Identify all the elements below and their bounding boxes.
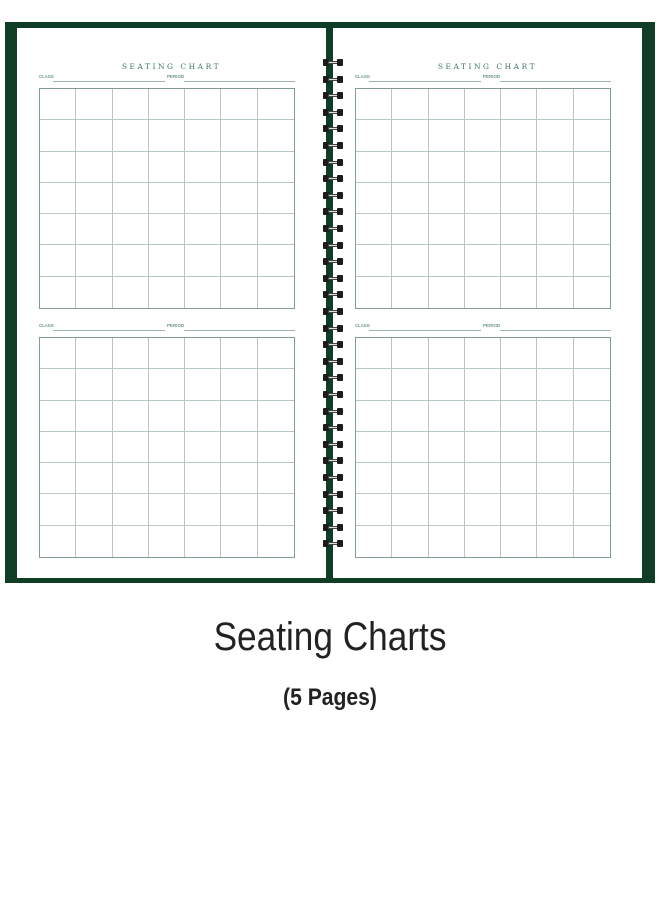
seat-cell: [501, 245, 537, 276]
seat-cell: [40, 432, 76, 463]
seat-cell: [76, 338, 112, 369]
period-label: PERIOD: [167, 323, 185, 328]
seat-cell: [149, 152, 185, 183]
seat-cell: [537, 432, 573, 463]
seat-cell: [356, 432, 392, 463]
seat-cell: [501, 277, 537, 308]
seat-cell: [185, 432, 221, 463]
seat-cell: [465, 245, 501, 276]
seat-cell: [113, 120, 149, 151]
seat-cell: [574, 401, 610, 432]
period-label: PERIOD: [483, 323, 501, 328]
seat-cell: [185, 526, 221, 557]
seat-cell: [113, 183, 149, 214]
seat-cell: [501, 89, 537, 120]
seat-cell: [574, 245, 610, 276]
seat-cell: [537, 338, 573, 369]
seat-cell: [537, 214, 573, 245]
seat-cell: [465, 120, 501, 151]
class-field: [53, 81, 165, 82]
seat-cell: [258, 183, 294, 214]
seat-cell: [40, 338, 76, 369]
seat-cell: [465, 432, 501, 463]
spiral-ring: [323, 291, 343, 298]
class-field: [369, 81, 481, 82]
seat-cell: [149, 214, 185, 245]
seat-cell: [40, 183, 76, 214]
seat-cell: [392, 245, 428, 276]
seat-cell: [429, 401, 465, 432]
seat-cell: [392, 432, 428, 463]
seat-cell: [501, 152, 537, 183]
seat-cell: [392, 338, 428, 369]
seat-cell: [537, 120, 573, 151]
seat-cell: [356, 183, 392, 214]
seat-cell: [574, 526, 610, 557]
seating-grid: [355, 88, 611, 309]
seat-cell: [429, 214, 465, 245]
seat-cell: [40, 526, 76, 557]
seat-cell: [185, 369, 221, 400]
seat-cell: [113, 245, 149, 276]
period-label: PERIOD: [167, 74, 185, 79]
seat-cell: [221, 152, 257, 183]
seat-cell: [76, 401, 112, 432]
seat-cell: [356, 338, 392, 369]
right-page: [333, 28, 642, 578]
seat-cell: [392, 183, 428, 214]
seat-cell: [429, 277, 465, 308]
seat-cell: [113, 526, 149, 557]
class-label: CLASS: [355, 74, 370, 79]
seat-cell: [40, 152, 76, 183]
seat-cell: [76, 463, 112, 494]
seat-cell: [221, 432, 257, 463]
seat-cell: [149, 120, 185, 151]
seat-cell: [149, 463, 185, 494]
seat-cell: [465, 526, 501, 557]
seat-cell: [258, 89, 294, 120]
seat-cell: [537, 89, 573, 120]
notebook-cover: [5, 22, 655, 583]
class-period-line: [355, 323, 611, 331]
seat-cell: [113, 277, 149, 308]
spiral-ring: [323, 92, 343, 99]
seat-cell: [185, 89, 221, 120]
spiral-ring: [323, 358, 343, 365]
seat-cell: [429, 183, 465, 214]
seat-cell: [501, 494, 537, 525]
seat-cell: [76, 120, 112, 151]
seat-cell: [76, 245, 112, 276]
seat-cell: [40, 369, 76, 400]
seat-cell: [356, 401, 392, 432]
seat-cell: [76, 183, 112, 214]
spiral-ring: [323, 142, 343, 149]
seat-cell: [258, 120, 294, 151]
spiral-ring: [323, 325, 343, 332]
seat-cell: [113, 432, 149, 463]
seat-cell: [185, 245, 221, 276]
seat-cell: [429, 89, 465, 120]
seat-cell: [258, 401, 294, 432]
spiral-ring: [323, 59, 343, 66]
spiral-ring: [323, 275, 343, 282]
seat-cell: [465, 89, 501, 120]
spiral-ring: [323, 457, 343, 464]
spiral-ring: [323, 391, 343, 398]
seat-cell: [356, 214, 392, 245]
seat-cell: [574, 494, 610, 525]
seat-cell: [465, 152, 501, 183]
seat-cell: [465, 214, 501, 245]
seat-cell: [501, 214, 537, 245]
seat-cell: [574, 432, 610, 463]
seat-cell: [356, 277, 392, 308]
seat-cell: [258, 245, 294, 276]
seat-cell: [574, 152, 610, 183]
seat-cell: [429, 338, 465, 369]
seat-cell: [76, 89, 112, 120]
seat-cell: [258, 494, 294, 525]
seat-cell: [501, 183, 537, 214]
page-title: SEATING CHART: [121, 62, 222, 71]
seat-cell: [465, 369, 501, 400]
seat-cell: [537, 183, 573, 214]
seat-cell: [221, 89, 257, 120]
spiral-ring: [323, 125, 343, 132]
seat-cell: [185, 183, 221, 214]
period-field: [500, 330, 611, 331]
seat-cell: [185, 494, 221, 525]
seating-grid: [355, 337, 611, 558]
seat-cell: [113, 89, 149, 120]
seat-cell: [392, 152, 428, 183]
seat-cell: [185, 214, 221, 245]
seat-cell: [221, 120, 257, 151]
seat-cell: [574, 120, 610, 151]
seat-cell: [113, 214, 149, 245]
seat-cell: [501, 432, 537, 463]
seat-cell: [258, 338, 294, 369]
seat-cell: [149, 89, 185, 120]
class-period-line: [39, 74, 295, 82]
seat-cell: [258, 526, 294, 557]
seat-cell: [537, 245, 573, 276]
seat-cell: [501, 120, 537, 151]
seat-cell: [221, 494, 257, 525]
seat-cell: [221, 245, 257, 276]
seat-cell: [40, 277, 76, 308]
seat-cell: [429, 432, 465, 463]
seat-cell: [221, 338, 257, 369]
seat-cell: [113, 401, 149, 432]
seat-cell: [258, 369, 294, 400]
class-label: CLASS: [355, 323, 370, 328]
seat-cell: [537, 526, 573, 557]
class-label: CLASS: [39, 323, 54, 328]
seat-cell: [149, 277, 185, 308]
seating-grid: [39, 337, 295, 558]
seat-cell: [221, 183, 257, 214]
seat-cell: [537, 152, 573, 183]
seat-cell: [76, 494, 112, 525]
seat-cell: [356, 89, 392, 120]
caption-title: Seating Charts: [213, 615, 447, 659]
seat-cell: [392, 369, 428, 400]
seat-cell: [258, 463, 294, 494]
seat-cell: [40, 401, 76, 432]
seat-cell: [40, 120, 76, 151]
seat-cell: [185, 401, 221, 432]
seat-cell: [392, 89, 428, 120]
left-page: [17, 28, 326, 578]
seat-cell: [258, 152, 294, 183]
class-label: CLASS: [39, 74, 54, 79]
seat-cell: [185, 120, 221, 151]
spiral-ring: [323, 159, 343, 166]
seat-cell: [258, 432, 294, 463]
seat-cell: [574, 463, 610, 494]
seat-cell: [185, 338, 221, 369]
seat-cell: [574, 214, 610, 245]
spiral-ring: [323, 408, 343, 415]
seat-cell: [221, 463, 257, 494]
spiral-ring: [323, 308, 343, 315]
seat-cell: [465, 277, 501, 308]
seat-cell: [537, 369, 573, 400]
seat-cell: [185, 152, 221, 183]
seat-cell: [185, 463, 221, 494]
seat-cell: [221, 277, 257, 308]
seat-cell: [574, 183, 610, 214]
seat-cell: [392, 120, 428, 151]
period-label: PERIOD: [483, 74, 501, 79]
seat-cell: [465, 494, 501, 525]
seat-cell: [76, 526, 112, 557]
seat-cell: [356, 369, 392, 400]
seat-cell: [392, 214, 428, 245]
seat-cell: [185, 277, 221, 308]
seat-cell: [392, 463, 428, 494]
seat-cell: [429, 369, 465, 400]
seat-cell: [429, 526, 465, 557]
period-field: [500, 81, 611, 82]
spiral-ring: [323, 208, 343, 215]
seat-cell: [221, 369, 257, 400]
seat-cell: [221, 214, 257, 245]
seat-cell: [40, 463, 76, 494]
seat-cell: [392, 526, 428, 557]
spiral-ring: [323, 175, 343, 182]
seat-cell: [429, 152, 465, 183]
seat-cell: [258, 277, 294, 308]
spiral-ring: [323, 76, 343, 83]
seat-cell: [149, 183, 185, 214]
seat-cell: [113, 494, 149, 525]
spiral-ring: [323, 341, 343, 348]
class-field: [369, 330, 481, 331]
seat-cell: [113, 338, 149, 369]
seat-cell: [76, 214, 112, 245]
seat-cell: [429, 245, 465, 276]
seat-cell: [465, 401, 501, 432]
seat-cell: [356, 152, 392, 183]
period-field: [184, 81, 295, 82]
seat-cell: [356, 526, 392, 557]
spiral-ring: [323, 374, 343, 381]
spiral-ring: [323, 540, 343, 547]
seat-cell: [537, 463, 573, 494]
seat-cell: [392, 401, 428, 432]
spiral-ring: [323, 225, 343, 232]
seat-cell: [221, 401, 257, 432]
spiral-ring: [323, 192, 343, 199]
spiral-ring: [323, 109, 343, 116]
seat-cell: [574, 338, 610, 369]
seat-cell: [76, 277, 112, 308]
seat-cell: [501, 463, 537, 494]
seat-cell: [149, 338, 185, 369]
page-title: SEATING CHART: [437, 62, 538, 71]
seat-cell: [149, 369, 185, 400]
seat-cell: [113, 152, 149, 183]
seat-cell: [149, 245, 185, 276]
seat-cell: [356, 120, 392, 151]
seat-cell: [149, 432, 185, 463]
seat-cell: [356, 494, 392, 525]
seat-cell: [258, 214, 294, 245]
seat-cell: [149, 494, 185, 525]
class-period-line: [355, 74, 611, 82]
seat-cell: [574, 369, 610, 400]
spiral-ring: [323, 474, 343, 481]
class-field: [53, 330, 165, 331]
seat-cell: [149, 401, 185, 432]
spiral-ring: [323, 258, 343, 265]
seat-cell: [40, 89, 76, 120]
seat-cell: [113, 463, 149, 494]
seat-cell: [501, 526, 537, 557]
seat-cell: [501, 401, 537, 432]
seat-cell: [465, 183, 501, 214]
seat-cell: [537, 494, 573, 525]
seat-cell: [356, 245, 392, 276]
seat-cell: [221, 526, 257, 557]
seat-cell: [574, 89, 610, 120]
spiral-ring: [323, 491, 343, 498]
seat-cell: [537, 277, 573, 308]
class-period-line: [39, 323, 295, 331]
seat-cell: [356, 463, 392, 494]
seat-cell: [574, 277, 610, 308]
seat-cell: [501, 369, 537, 400]
seat-cell: [465, 463, 501, 494]
seat-cell: [501, 338, 537, 369]
spiral-ring: [323, 242, 343, 249]
seat-cell: [429, 463, 465, 494]
seat-cell: [40, 245, 76, 276]
seat-cell: [149, 526, 185, 557]
seat-cell: [76, 152, 112, 183]
spiral-ring: [323, 424, 343, 431]
period-field: [184, 330, 295, 331]
spiral-ring: [323, 507, 343, 514]
seat-cell: [429, 120, 465, 151]
seat-cell: [40, 214, 76, 245]
spiral-ring: [323, 524, 343, 531]
seating-grid: [39, 88, 295, 309]
seat-cell: [537, 401, 573, 432]
seat-cell: [113, 369, 149, 400]
caption-subtitle: (5 Pages): [283, 684, 377, 711]
seat-cell: [392, 277, 428, 308]
seat-cell: [465, 338, 501, 369]
seat-cell: [40, 494, 76, 525]
seat-cell: [76, 369, 112, 400]
seat-cell: [429, 494, 465, 525]
spiral-ring: [323, 441, 343, 448]
seat-cell: [392, 494, 428, 525]
seat-cell: [76, 432, 112, 463]
